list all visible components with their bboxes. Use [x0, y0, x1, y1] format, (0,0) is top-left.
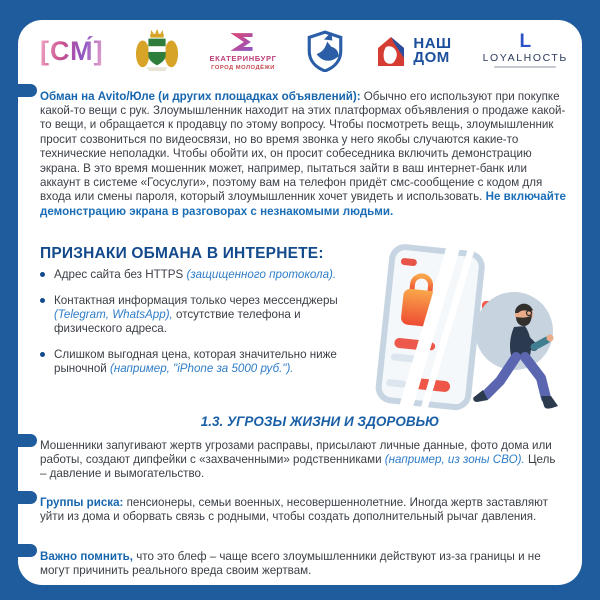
- item-text: Слишком выгодная цена, которая значительно ниже рыночной: [54, 347, 337, 375]
- threats-text: Мошенники запугивают жертв угрозами расправы, присылают личные данные, фото дома или работы, создают дипфейки с «захваченными» родственниками: [40, 438, 552, 466]
- city-of-youth-m-icon: [230, 32, 256, 52]
- nash-dom-line1: НАШ: [413, 35, 452, 52]
- item-accent: (например, "iPhone за 5000 руб.").: [109, 361, 294, 375]
- important-paragraph: [40, 550, 562, 579]
- paragraph-marker: [0, 84, 37, 97]
- city-of-youth-line2: ГОРОД МОЛОДЁЖИ: [211, 64, 275, 71]
- item-accent: (Telegram, WhatsApp),: [54, 307, 173, 321]
- threats-section-title: 1.3. УГРОЗЫ ЖИЗНИ И ЗДОРОВЬЮ: [200, 414, 440, 429]
- intro-paragraph: [40, 90, 568, 220]
- loyalnost-l-icon: L: [519, 31, 532, 52]
- list-item: [40, 348, 368, 376]
- paragraph-marker: [0, 491, 37, 504]
- signs-list: [40, 268, 368, 387]
- important-lead: Важно помнить,: [40, 549, 137, 563]
- important-body: что это блеф – чаще всего злоумышленники действуют из-за границы и не могут причинить реального вреда своим жертвам.: [40, 549, 541, 577]
- nash-dom-house-icon: [374, 34, 408, 68]
- nash-dom-line2: ДОМ: [413, 49, 450, 66]
- sm-logo-text: [СМ́]: [40, 35, 104, 66]
- partner-logos: [40, 24, 568, 78]
- threats-paragraph: [40, 439, 562, 482]
- ekaterinburg-coat-of-arms-icon: [135, 28, 179, 74]
- threats-accent: (например, из зоны СВО).: [384, 453, 525, 466]
- loyalnost-tagline: [494, 66, 556, 68]
- loyalnost-logo: [482, 31, 568, 68]
- paragraph-marker: [0, 434, 37, 447]
- sm-logo: [40, 36, 104, 67]
- list-item: [40, 294, 368, 336]
- intro-lead: Обман на Avito/Юле (и других площадках объявлений):: [40, 89, 364, 103]
- paragraph-marker: [0, 544, 37, 557]
- risk-groups-lead: Группы риска:: [40, 495, 127, 509]
- city-of-youth-logo: [209, 32, 276, 71]
- item-accent: (защищенного протокола).: [186, 268, 337, 281]
- list-item: [40, 268, 368, 282]
- bullet-icon: [40, 352, 45, 357]
- bullet-icon: [40, 298, 45, 303]
- shield-dove-icon: [307, 30, 343, 72]
- scam-illustration: [362, 241, 574, 419]
- intro-warning: Не включайте демонстрацию экрана в разговорах с незнакомыми людьми.: [40, 190, 566, 218]
- threats-tail: Цель – давление и вымогательство.: [40, 453, 556, 481]
- intro-body: Обычно его используют при покупке какой-то вещи с рук. Злоумышленник находит на этих платформах объявления о продаже какой-то вещи, и обращается к продавцу по этому вопросу. Чтобы посмотреть вещь, злоумышленник просит созвониться по видеосвязи, но во время звонка у него якобы случаются какие-то технические неполадки. Чтобы обойти их, он просит собеседника включить демонстрацию экрана. В это время мошенник может, например, пытаться зайти в ваш интернет-банк или аккаунт в системе «Госуслуги», поэтому вам на телефон придёт смс-сообщение с кодом для входа или смены пароля, который злоумышленник хочет увидеть и использовать.: [40, 89, 566, 204]
- risk-groups-body: пенсионеры, семьи военных, несовершеннолетние. Иногда жертв заставляют уйти из дома и оборвать связь с родными, чтобы создать дополнительный рычаг давления.: [40, 495, 548, 523]
- item-tail: отсутствие телефона и физического адреса.: [54, 307, 301, 335]
- city-of-youth-line1: ЕКАТЕРИНБУРГ: [209, 53, 277, 63]
- nash-dom-logo: [374, 34, 451, 68]
- item-text: Контактная информация только через мессенджеры: [54, 293, 338, 307]
- loyalnost-text: LOYALНОСТЬ: [482, 52, 568, 64]
- bullet-icon: [40, 272, 45, 277]
- item-text: Адрес сайта без HTTPS: [54, 268, 187, 281]
- risk-groups-paragraph: [40, 496, 562, 525]
- signs-section-title: ПРИЗНАКИ ОБМАНА В ИНТЕРНЕТЕ:: [40, 245, 324, 262]
